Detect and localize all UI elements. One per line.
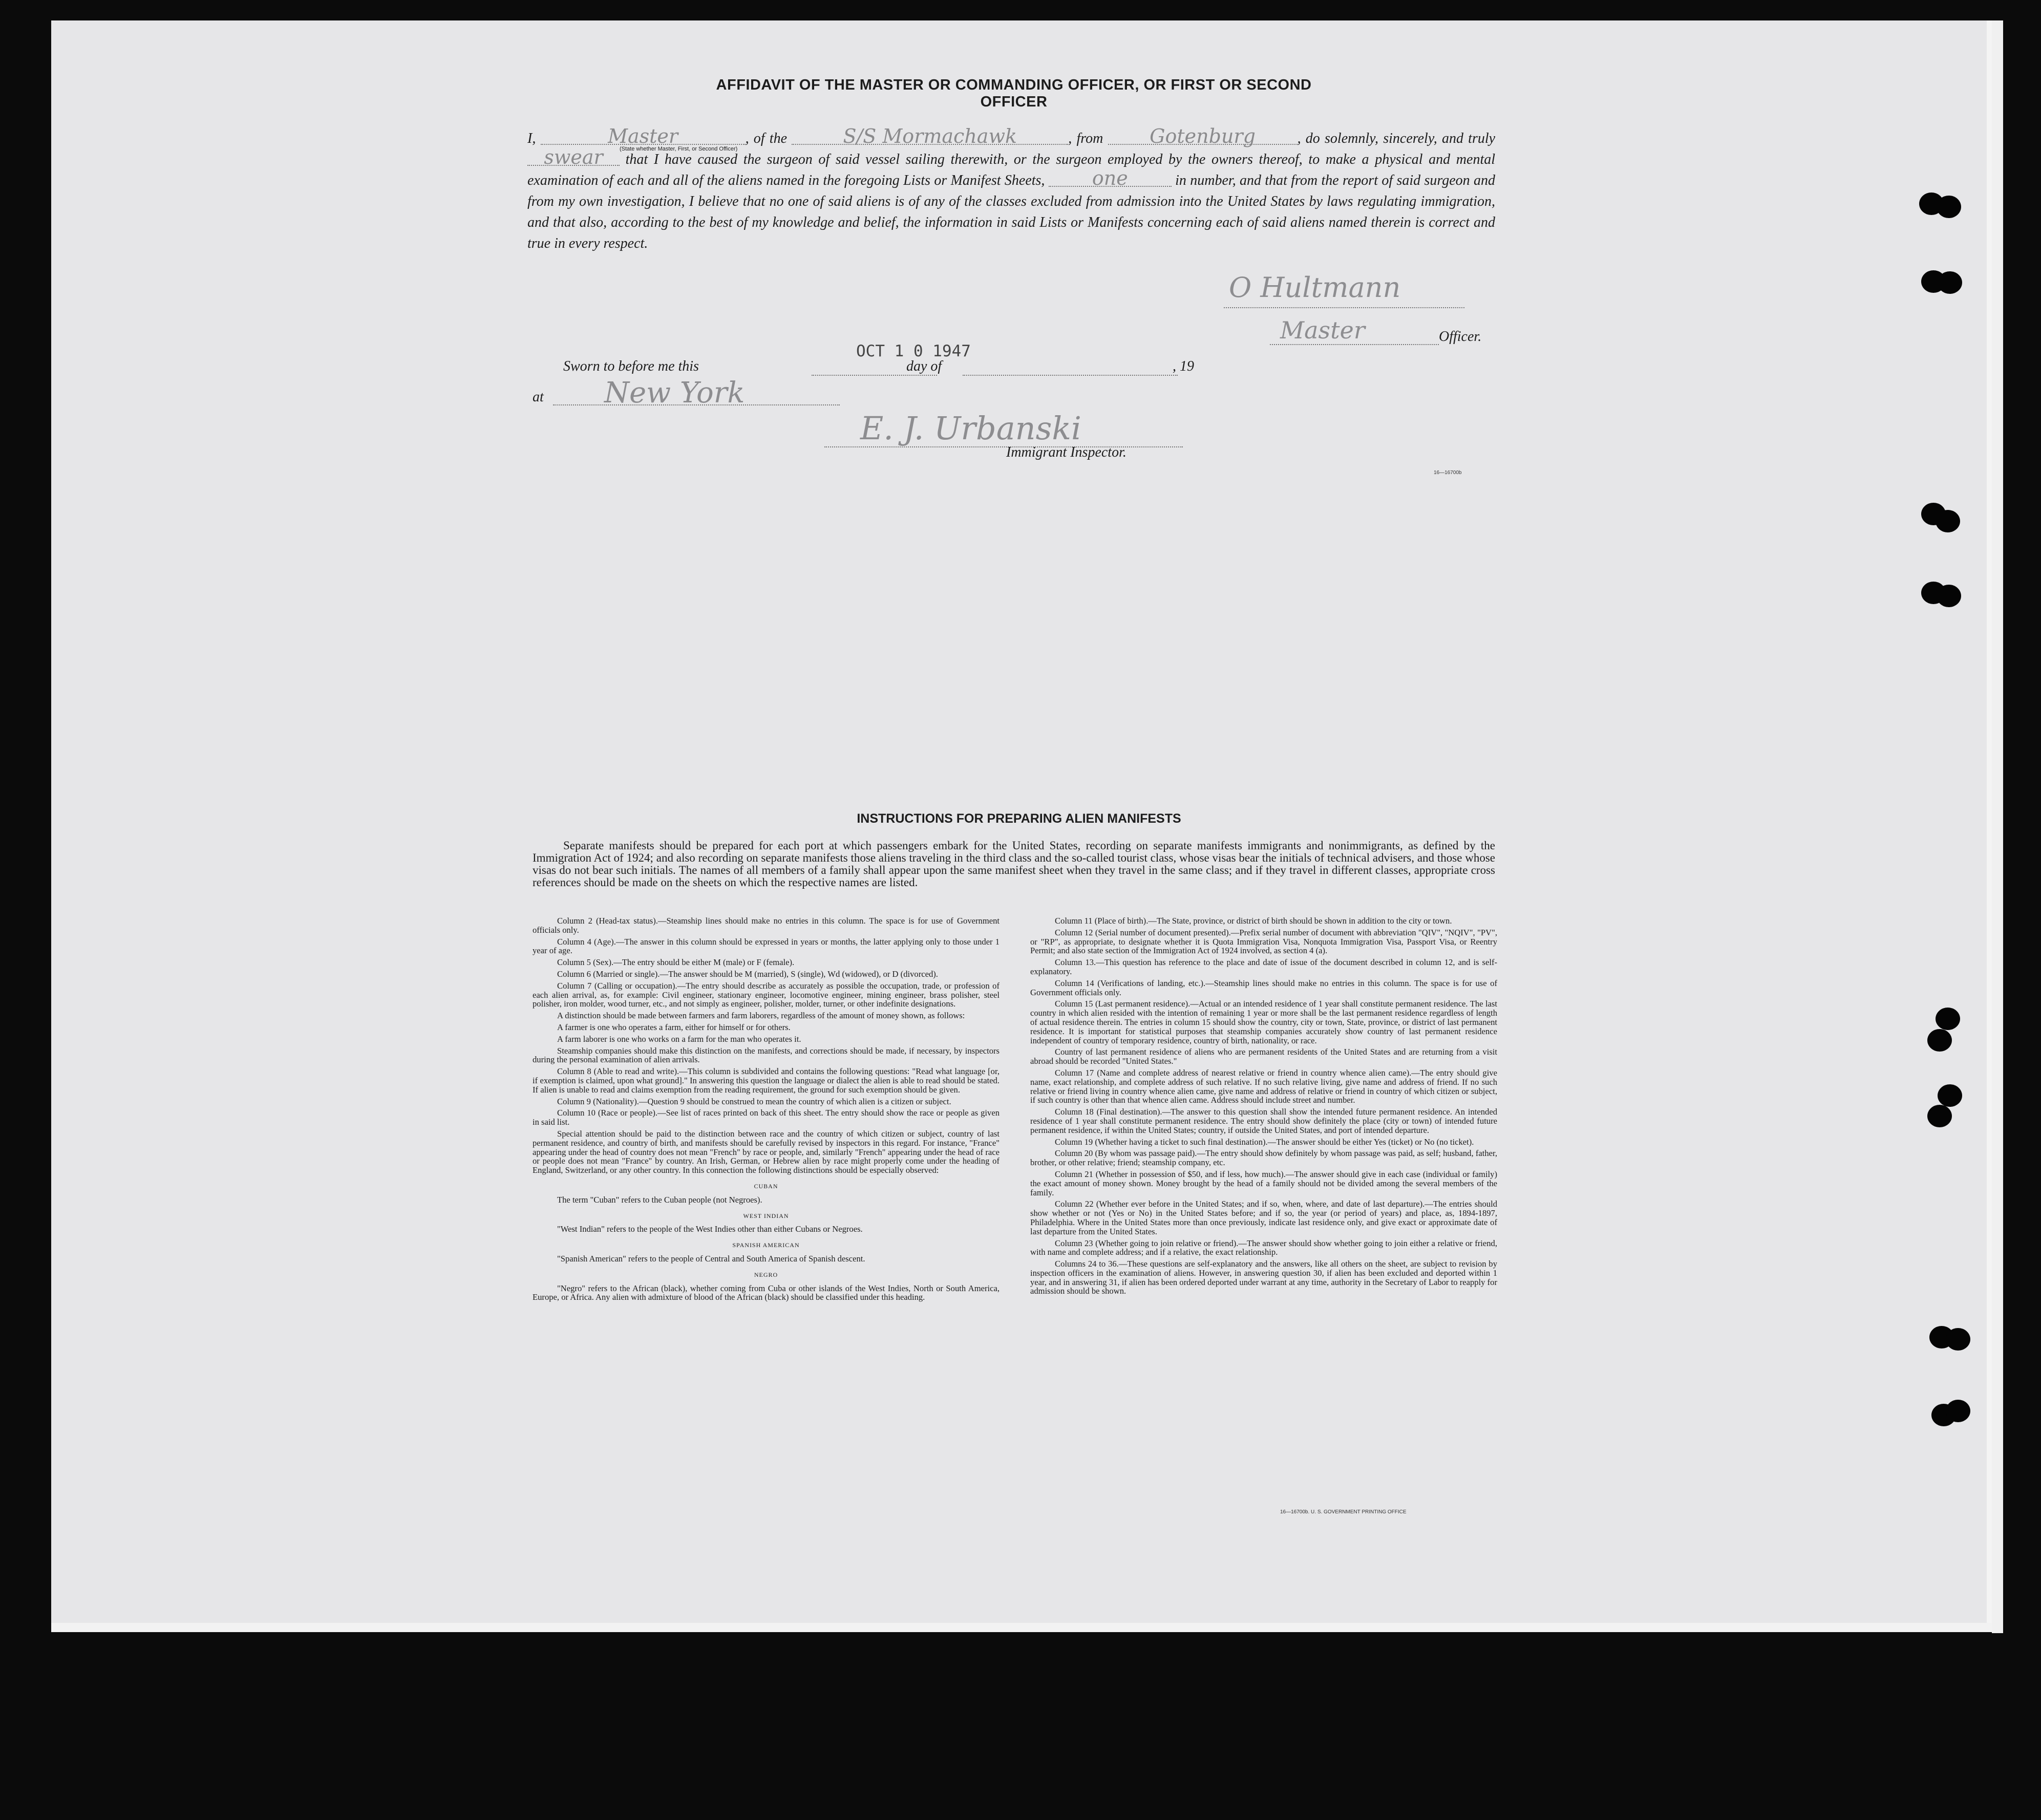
- instructions-left-column: [533, 916, 1000, 1304]
- officer-title-entry: Master: [1280, 316, 1365, 344]
- place-line: [553, 404, 840, 405]
- sheet-right-edge: [1992, 20, 2003, 1633]
- instruction-col-14: Column 14 (Verifications of landing, etc.).—Steamship lines should make no entries in this column. The space is for use of Government officials only.: [1030, 978, 1497, 997]
- instruction-col-4: Column 4 (Age).—The answer in this column should be expressed in years or months, the latter applying only to those under 1 year of age.: [533, 936, 1000, 956]
- place-entry: New York: [604, 376, 745, 410]
- instruction-col-18: Column 18 (Final destination).—The answer to this question shall show the intended future permanent residence. An intended residence of 1 year shall constitute permanent residence. The entry should show definitely the place (city or town) of intended future permanent residence, if within the United States; country, if outside the United States, and port of intended departure.: [1030, 1107, 1497, 1135]
- heading-negro: NEGRO: [754, 1271, 778, 1278]
- day-of-label: day of: [906, 358, 942, 374]
- month-line: [963, 375, 1178, 376]
- sheet-bottom-edge: [51, 1623, 1992, 1632]
- form-number: 16—16700b: [1434, 470, 1462, 476]
- instruction-col-6: Column 6 (Married or single).—The answer should be M (married), S (single), Wd (widowed), or D (divorced).: [557, 969, 938, 979]
- affidavit-clause-1: that I have caused the surgeon of said vessel sailing therewith, or the surgeon employed by the owners thereof, to make a physical and mental examination of each and all of the aliens named in the foregoing Lists or Manifest Sheets,: [527, 152, 1496, 188]
- binder-hole: [1938, 271, 1962, 294]
- instructions-title: INSTRUCTIONS FOR PREPARING ALIEN MANIFESTS: [857, 811, 1181, 826]
- signature-line: [1224, 307, 1464, 308]
- binder-hole: [1938, 1084, 1962, 1107]
- vessel-entry: S/S Mormachawk: [792, 129, 1068, 145]
- definition-spanish-american: "Spanish American" refers to the people of Central and South America of Spanish descent.: [557, 1253, 865, 1264]
- instruction-steamship-distinction: Steamship companies should make this distinction on the manifests, and corrections should be made, if necessary, by inspectors during the personal examination of alien arrivals.: [533, 1045, 1000, 1065]
- instruction-col-9: Column 9 (Nationality).—Question 9 should be construed to mean the country of which alien is a citizen or subject.: [557, 1096, 951, 1106]
- instruction-special-attention: Special attention should be paid to the distinction between race and the country of which citizen or subject, country of last permanent residence, and country of birth, and manifests should be carefully revised by inspectors in this regard. For instance, "France" appearing under the head of country does not mean "French" by race or people, and, similarly "French" appearing under the head of race or people does not mean "France" by country. An Irish, German, or Hebrew alien by race might properly come under the heading of England, Switzerland, or any other country. In this connection the following distinctions should be especially observed:: [533, 1128, 1000, 1175]
- instruction-farmer-def: A farmer is one who operates a farm, either for himself or for others.: [557, 1022, 791, 1032]
- instruction-col-20: Column 20 (By whom was passage paid).—The entry should show definitely by whom passage was paid, as self; husband, father, brother, or other relative; friend; steamship company, etc.: [1030, 1148, 1497, 1168]
- instruction-col-8: Column 8 (Able to read and write).—This column is subdivided and contains the following questions: "Read what language [or, if exemption is claimed, upon what ground]." In answering this question the language or dialect the alien is able to read should be stated. If alien is unable to read and claims exemption from the reading requirement, the ground for such exemption should be given.: [533, 1066, 1000, 1095]
- instruction-col-24-36: Columns 24 to 36.—These questions are self-explanatory and the answers, like all others on the sheet, are subject to revision by inspection officers in the examination of aliens. However, in answering question 30, if alien has been excluded and deported within 1 year, and in answering 31, if alien has been ordered deported under warrant at any time, authority in the Secretary of Labor to reapply for admission should be shown.: [1030, 1259, 1497, 1296]
- binder-hole: [1927, 1029, 1952, 1052]
- affidavit-word-of: , of the: [745, 131, 787, 146]
- instruction-col-7: Column 7 (Calling or occupation).—The entry should describe as accurately as possible the occupation, trade, or profession of each alien arrival, as, for example: Civil engineer, stationary engineer, locomotive engineer, mining engineer, brass polisher, steel polisher, iron molder, wood turner, etc., and not simply as engineer, polisher, molder, turner, or other indefinite designations.: [533, 980, 1000, 1009]
- sworn-label: Sworn to before me this: [563, 358, 699, 374]
- affidavit-word-do: , do: [1297, 131, 1320, 146]
- date-stamp: OCT 1 0 1947: [856, 342, 971, 360]
- binder-hole: [1937, 585, 1961, 607]
- affidavit-word-solemnly: solemnly, sincerely, and truly: [1325, 131, 1496, 146]
- heading-spanish-american: SPANISH AMERICAN: [732, 1241, 800, 1249]
- affidavit-title: AFFIDAVIT OF THE MASTER OR COMMANDING OFFICER, OR FIRST OR SECOND OFFICER: [716, 77, 1312, 110]
- inspector-signature: E. J. Urbanski: [860, 410, 1081, 447]
- heading-west-indian: WEST INDIAN: [743, 1212, 789, 1219]
- instruction-col-5: Column 5 (Sex).—The entry should be either M (male) or F (female).: [557, 957, 795, 968]
- rank-entry: Master: [541, 129, 746, 145]
- binder-hole: [1936, 510, 1960, 532]
- master-signature: O Hultmann: [1229, 271, 1401, 304]
- day-line: [812, 375, 937, 376]
- inspector-label: Immigrant Inspector.: [1006, 444, 1126, 460]
- instruction-col-17: Column 17 (Name and complete address of nearest relative or friend in country whence alien came).—The entry should give name, exact relationship, and complete address of such relative. If no such relative living, give name and address of friend. If no such relative or friend living in country whence alien came, give name and address of relative or friend in country of which citizen or subject, if such country is other than that whence alien came. Address should include street and number.: [1030, 1067, 1497, 1105]
- instruction-farm-laborer-def: A farm laborer is one who works on a farm for the man who operates it.: [557, 1034, 801, 1044]
- instruction-col-13: Column 13.—This question has reference to the place and date of issue of the document described in column 12, and is self-explanatory.: [1030, 957, 1497, 976]
- departure-port-entry: Gotenburg: [1108, 129, 1298, 145]
- inspector-line: [824, 446, 1183, 447]
- instruction-col-12: Column 12 (Serial number of document presented).—Prefix serial number of document with abbreviation "QIV", "NQIV", "PV", or "RP", as appropriate, to designate whether it is Quota Immigration Visa, Nonquota Immigration Visa, Passport Visa, or Reentry Permit; and also state section of the Immigration Act of 1924 involved, as section 4 (a).: [1030, 927, 1497, 956]
- instructions-right-column: [1030, 916, 1497, 1298]
- binder-hole: [1927, 1105, 1952, 1127]
- instructions-intro: Separate manifests should be prepared for each port at which passengers embark for the United States, recording on separate manifests immigrants and nonimmigrants, as defined by the Immigration Act of 1924; and also recording on separate manifests those aliens traveling in the third class and the so-called tourist class, whose visas bear the initials of technical advisers, and those whose visas do not bear such initials. The names of all members of a family shall appear upon the same manifest sheet when they travel in the same class; and if they travel in different classes, appropriate cross references should be made on the sheets on which the respective names are listed.: [533, 839, 1495, 889]
- instruction-col-19: Column 19 (Whether having a ticket to such final destination).—The answer should be either Yes (ticket) or No (no ticket).: [1055, 1137, 1474, 1147]
- officer-line: [1270, 344, 1439, 345]
- year-label: , 19: [1173, 358, 1194, 374]
- binder-hole: [1946, 1328, 1970, 1351]
- instruction-col-10: Column 10 (Race or people).—See list of races printed on back of this sheet. The entry should show the race or people as given in said list.: [533, 1108, 1000, 1127]
- instruction-col-2: Column 2 (Head-tax status).—Steamship lines should make no entries in this column. The space is for use of Government officials only.: [533, 916, 1000, 935]
- instruction-col-15-us: Country of last permanent residence of aliens who are permanent residents of the United States and are returning from a visit abroad should be recorded "United States.": [1030, 1047, 1497, 1066]
- officer-label: Officer.: [1439, 329, 1482, 345]
- instruction-col-23: Column 23 (Whether going to join relative or friend).—The answer should show whether going to join either a relative or friend, with name and complete address; and if a relative, the exact relationship.: [1030, 1238, 1497, 1257]
- heading-cuban: CUBAN: [754, 1182, 778, 1190]
- rank-caption: (State whether Master, First, or Second Officer): [620, 146, 738, 152]
- printing-office-footer: 16—16700b. U. S. GOVERNMENT PRINTING OFFICE: [1280, 1509, 1407, 1515]
- affidavit-clause-2: in number, and that from the report of said surgeon and from my own investigation, I believe that no one of said aliens is of any of the classes excluded from admission into the United States by laws regulating immigration, and that also, according to the best of my knowledge and belief, the information in said Lists or Manifests concerning each of said aliens named therein is correct and true in every respect.: [527, 173, 1495, 251]
- definition-cuban: The term "Cuban" refers to the Cuban people (not Negroes).: [557, 1194, 762, 1205]
- binder-hole: [1936, 1008, 1960, 1030]
- binder-hole: [1937, 196, 1961, 218]
- instruction-col-22: Column 22 (Whether ever before in the United States; and if so, when, where, and date of last departure).—The entries should show whether or not (Yes or No) in the United States before; and if so, the year (or period of years) and place, as, 1894-1897, Philadelphia. Where in the United States more than once previously, indicate last residence only, and give exact or approximate date of last departure from the United States.: [1030, 1199, 1497, 1236]
- definition-west-indian: "West Indian" refers to the people of the West Indies other than either Cubans or Negroes.: [557, 1224, 863, 1234]
- instruction-col-21: Column 21 (Whether in possession of $50, and if less, how much).—The answer should give in each case (individual or family) the exact amount of money shown. Money brought by the head of a family should not be divided among the several members of the family.: [1030, 1169, 1497, 1197]
- instruction-farmers: A distinction should be made between farmers and farm laborers, regardless of the amount of money shown, as follows:: [557, 1011, 965, 1021]
- oath-entry: swear: [527, 149, 620, 166]
- affidavit-word-from: , from: [1068, 131, 1103, 146]
- binder-hole: [1946, 1400, 1970, 1422]
- affidavit-word-i: I,: [527, 131, 536, 146]
- instruction-col-15: Column 15 (Last permanent residence).—Actual or an intended residence of 1 year shall constitute permanent residence. The last country in which alien resided with the intention of remaining 1 year or more shall be the last permanent residence regardless of length of actual residence therein. The entries in column 15 should show the country, city or town, State, province, or district of last permanent residence. It is important for statistical purposes that steamship companies accurately show country of last permanent residence independent of country of temporary residence, country of birth, nationality, or race.: [1030, 999, 1497, 1045]
- at-label: at: [533, 389, 544, 405]
- definition-negro: "Negro" refers to the African (black), whether coming from Cuba or other islands of the West Indies, North or South America, Europe, or Africa. Any alien with admixture of blood of the African (black) should be classified under this heading.: [533, 1283, 1000, 1302]
- instruction-col-11: Column 11 (Place of birth).—The State, province, or district of birth should be shown in addition to the city or town.: [1055, 916, 1452, 926]
- alien-count-entry: one: [1049, 170, 1172, 187]
